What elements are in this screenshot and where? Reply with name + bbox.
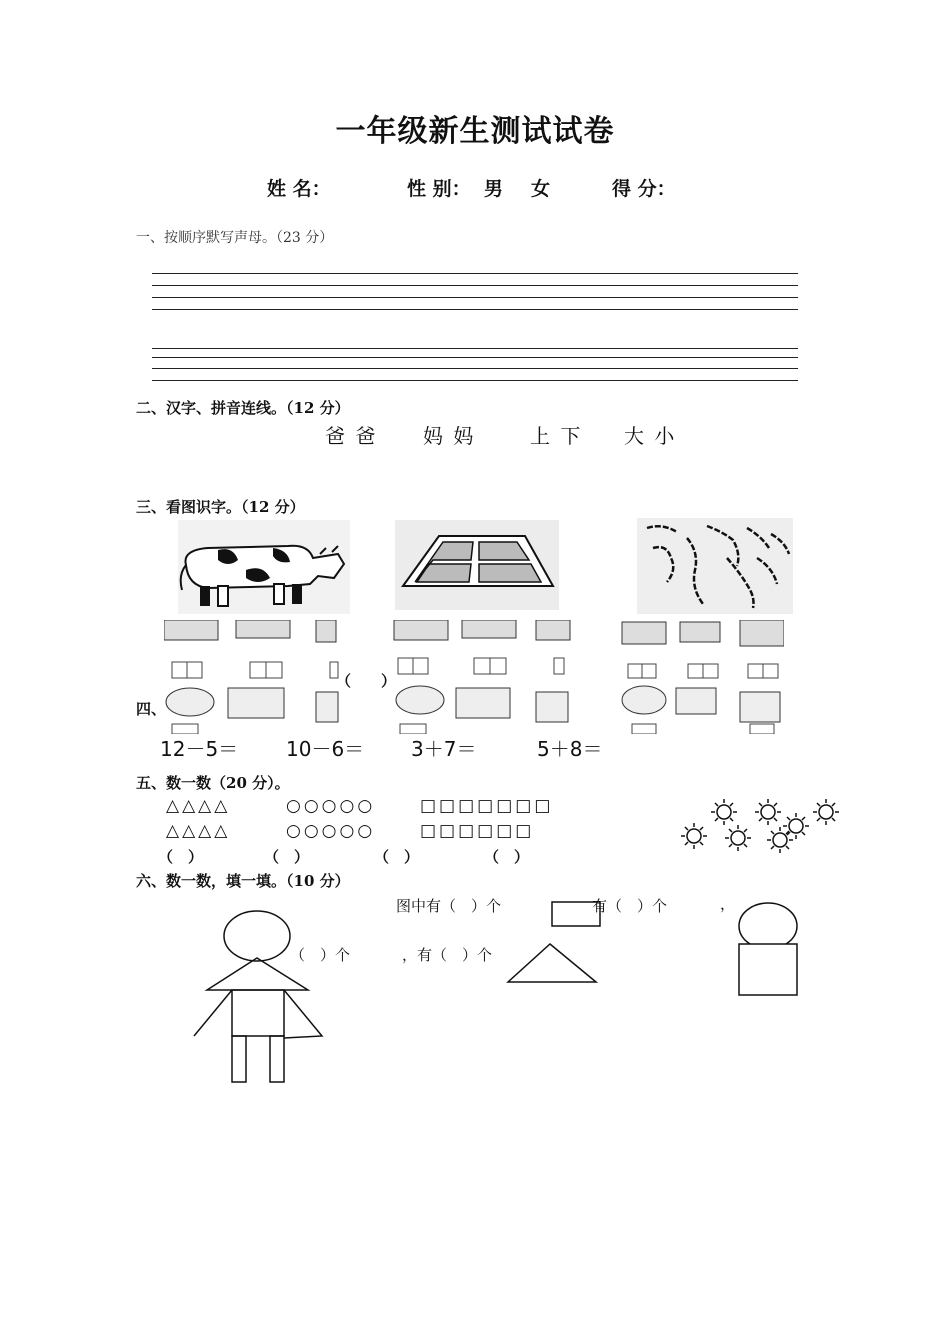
section-6-heading: 六、数一数，填一填。（10 分） [136,872,350,890]
equation-3: 3＋7＝ [411,737,477,761]
score-label: 得 分： [612,178,676,200]
field-image [395,520,559,610]
gender-label: 性 别： [407,178,471,200]
picture-answer-paren: （ ） [336,672,397,690]
page-title: 一年级新生测试试卷 [335,114,615,149]
equation-4: 5＋8＝ [537,737,603,761]
fill-text-2: 有（ ）个 [592,897,668,915]
squares-row-1: □□□□□□□ [420,796,554,816]
word-mama: 妈 妈 [423,424,476,448]
fill-text-3: （ ）个 [290,946,351,964]
triangle-icon [506,940,598,984]
shape-figure-image [190,910,326,1086]
section-4-heading: 四、 [136,700,167,718]
count-answer-4[interactable]: （ ） [484,848,530,866]
cow-image [178,520,350,614]
count-answer-1[interactable]: （ ） [158,848,204,866]
equation-2: 10－6＝ [286,737,365,761]
sun-icons-cluster [676,796,844,858]
count-answer-2[interactable]: （ ） [264,848,310,866]
water-image [637,518,793,614]
thumbnail-grid [164,620,784,734]
section-1-heading: 一、按顺序默写声母。（23 分） [136,230,334,246]
word-daxiao: 大 小 [624,424,677,448]
circles-row-2: ○○○○○ [286,821,376,841]
count-answer-3[interactable]: （ ） [374,848,420,866]
triangles-row-1: △△△△ [166,796,231,816]
fill-text-comma: ， [720,895,736,913]
section-3-heading: 三、看图识字。（12 分） [136,498,305,516]
fill-text-4: ，有（ ）个 [402,946,493,964]
section-5-heading: 五、数一数（20 分）。 [136,774,290,792]
section-2-heading: 二、汉字、拼音连线。（12 分） [136,399,350,417]
name-label: 姓 名： [267,178,331,200]
rectangle-icon [551,900,603,930]
equation-1: 12－5＝ [160,737,239,761]
word-shangxia: 上 下 [530,424,583,448]
squares-row-2: □□□□□□ [420,821,535,841]
word-baba: 爸 爸 [325,424,378,448]
gender-female: 女 [531,178,551,200]
gender-male: 男 [484,178,504,200]
circle-square-image [736,902,800,998]
circles-row-1: ○○○○○ [286,796,376,816]
triangles-row-2: △△△△ [166,821,231,841]
fill-text-1: 图中有（ ）个 [396,897,502,915]
